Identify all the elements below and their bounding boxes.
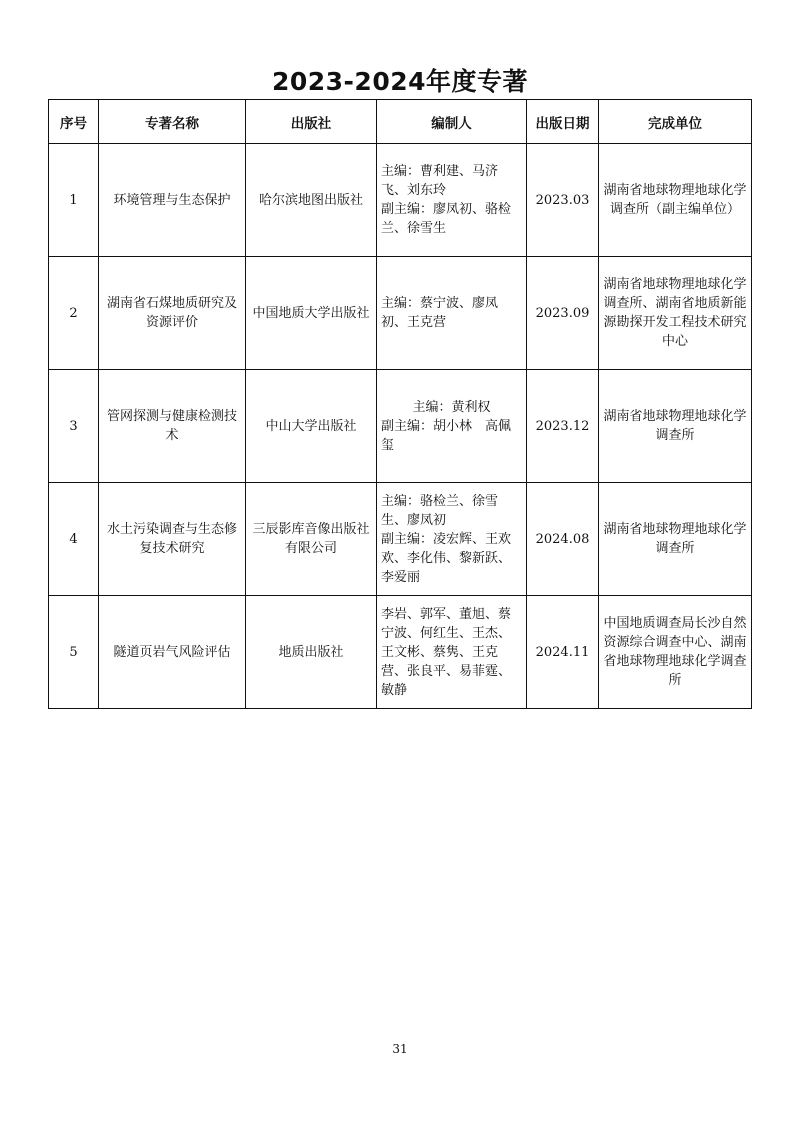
- cell-publisher: 三辰影库音像出版社有限公司: [246, 483, 377, 596]
- editor-line: 李岩、郭军、董旭、蔡宁波、何红生、王杰、王文彬、蔡隽、王克营、张良平、易菲霆、敏静: [381, 606, 512, 698]
- editor-line: 副主编：凌宏辉、王欢欢、李化伟、黎新跃、李爱丽: [381, 531, 512, 585]
- cell-publisher: 中山大学出版社: [246, 370, 377, 483]
- cell-editors: [377, 144, 527, 257]
- header-name: 专著名称: [99, 100, 246, 144]
- document-title: 2023-2024年度专著: [271, 67, 529, 96]
- header-date: 出版日期: [527, 100, 599, 144]
- cell-editors: [377, 596, 527, 709]
- cell-index: 3: [49, 370, 99, 483]
- header-index: 序号: [49, 100, 99, 144]
- cell-name: 湖南省石煤地质研究及资源评价: [99, 257, 246, 370]
- header-publisher: 出版社: [246, 100, 377, 144]
- cell-date: 2023.09: [527, 257, 599, 370]
- editor-line: 主编：曹利建、马济飞、刘东玲: [381, 164, 499, 198]
- editor-line: 副主编：廖凤初、骆检兰、徐雪生: [381, 202, 512, 236]
- cell-editors: [377, 483, 527, 596]
- table-row: [49, 483, 752, 596]
- cell-publisher: 中国地质大学出版社: [246, 257, 377, 370]
- cell-date: 2024.08: [527, 483, 599, 596]
- page-number: 31: [392, 1042, 408, 1056]
- cell-date: 2024.11: [527, 596, 599, 709]
- table-row: [49, 596, 752, 709]
- header-unit: 完成单位: [599, 100, 752, 144]
- cell-unit: 湖南省地球物理地球化学调查所: [599, 483, 752, 596]
- table-row: [49, 257, 752, 370]
- editor-line: 主编：骆检兰、徐雪生、廖凤初: [381, 493, 499, 528]
- cell-editors: [377, 257, 527, 370]
- editor-line: 主编：蔡宁波、廖凤初、王克营: [381, 296, 499, 330]
- table-header-row: [49, 100, 752, 144]
- cell-index: 1: [49, 144, 99, 257]
- cell-name: 管网探测与健康检测技术: [99, 370, 246, 483]
- monographs-table: [48, 99, 752, 709]
- cell-name: 水土污染调查与生态修复技术研究: [99, 483, 246, 596]
- editor-line: 副主编：胡小林 高佩玺: [381, 418, 512, 453]
- cell-unit: 湖南省地球物理地球化学调查所（副主编单位）: [599, 144, 752, 257]
- header-editors: 编制人: [377, 100, 527, 144]
- cell-editors: [377, 370, 527, 483]
- cell-name: 隧道页岩气风险评估: [99, 596, 246, 709]
- cell-date: 2023.03: [527, 144, 599, 257]
- cell-index: 2: [49, 257, 99, 370]
- table-row: [49, 370, 752, 483]
- cell-publisher: 地质出版社: [246, 596, 377, 709]
- cell-name: 环境管理与生态保护: [99, 144, 246, 257]
- editor-line: 主编：黄利权: [412, 399, 491, 415]
- cell-unit: 湖南省地球物理地球化学调查所、湖南省地质新能源勘探开发工程技术研究中心: [599, 257, 752, 370]
- cell-index: 4: [49, 483, 99, 596]
- cell-date: 2023.12: [527, 370, 599, 483]
- cell-unit: 中国地质调查局长沙自然资源综合调查中心、湖南省地球物理地球化学调查所: [599, 596, 752, 709]
- cell-publisher: 哈尔滨地图出版社: [246, 144, 377, 257]
- cell-index: 5: [49, 596, 99, 709]
- cell-unit: 湖南省地球物理地球化学调查所: [599, 370, 752, 483]
- table-row: [49, 144, 752, 257]
